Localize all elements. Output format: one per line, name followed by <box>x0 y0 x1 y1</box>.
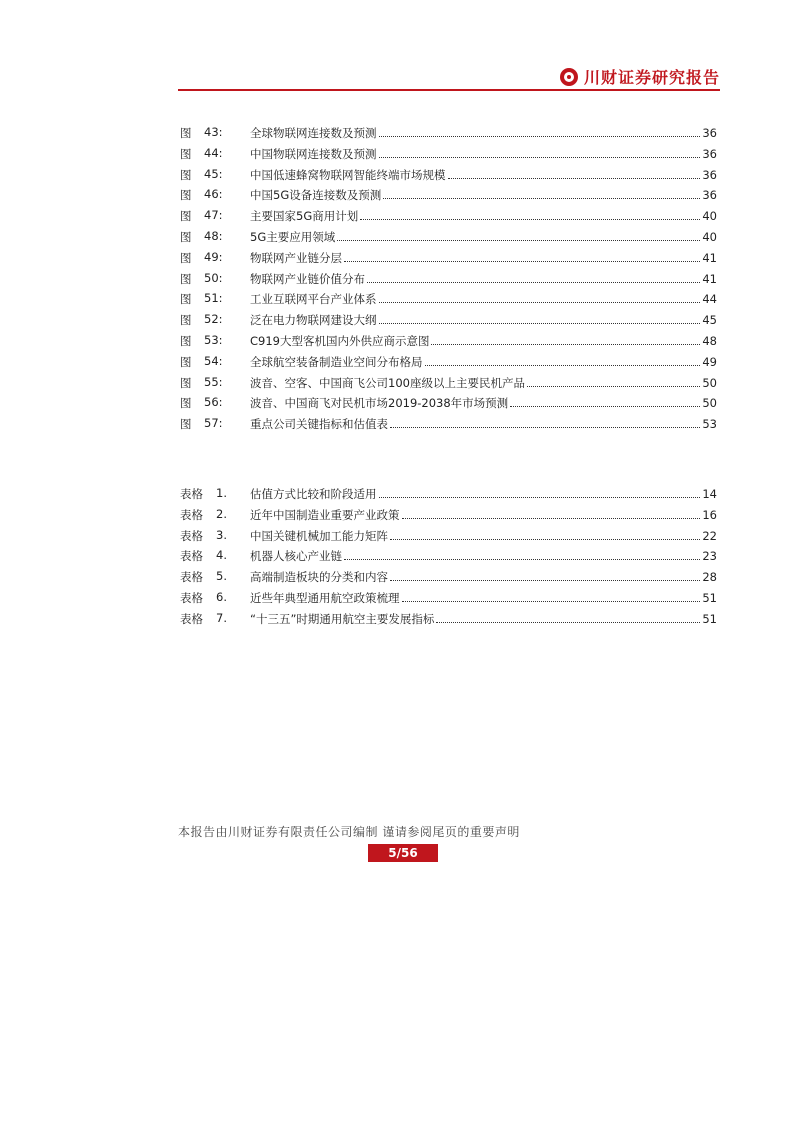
figure-title: C919大型客机国内外供应商示意图 <box>250 333 430 348</box>
table-list <box>180 486 717 632</box>
figure-label: 图 <box>180 146 192 161</box>
table-page: 22 <box>702 528 717 543</box>
leader-dots <box>425 365 701 366</box>
figure-page: 45 <box>702 313 717 328</box>
leader-dots <box>367 282 700 283</box>
leader-dots <box>390 427 700 428</box>
table-page: 51 <box>702 611 717 626</box>
figure-page: 41 <box>702 271 717 286</box>
figure-entry[interactable] <box>180 250 717 271</box>
leader-dots <box>379 136 701 137</box>
figure-title: 全球物联网连接数及预测 <box>250 126 377 140</box>
leader-dots <box>436 622 700 623</box>
table-number: 1. <box>216 486 227 500</box>
table-entry[interactable] <box>180 569 717 590</box>
table-entry[interactable] <box>180 486 717 507</box>
figure-page: 36 <box>702 126 717 140</box>
figure-title: 物联网产业链价值分布 <box>250 271 365 286</box>
figure-label: 图 <box>180 126 192 140</box>
figure-entry[interactable] <box>180 333 717 354</box>
figure-entry[interactable] <box>180 395 717 416</box>
figure-entry[interactable] <box>180 208 717 229</box>
leader-dots <box>402 518 701 519</box>
figure-entry[interactable] <box>180 416 717 437</box>
table-label: 表格 <box>180 611 203 626</box>
figure-title: 中国5G设备连接数及预测 <box>250 188 382 203</box>
table-title: 机器人核心产业链 <box>250 549 342 564</box>
figure-label: 图 <box>180 229 192 244</box>
figure-entry[interactable] <box>180 312 717 333</box>
figure-label: 图 <box>180 354 192 369</box>
figure-number: 45: <box>204 166 223 181</box>
page-indicator: 5/56 <box>368 844 438 862</box>
table-number: 2. <box>216 506 227 521</box>
figure-entry[interactable] <box>180 229 717 250</box>
figure-label: 图 <box>180 292 192 307</box>
figure-title: 波音、中国商飞对民机市场2019-2038年市场预测 <box>250 396 509 411</box>
figure-number: 44: <box>204 145 223 160</box>
figure-number: 52: <box>204 312 223 327</box>
figure-entry[interactable] <box>180 354 717 375</box>
table-entry[interactable] <box>180 507 717 528</box>
leader-dots <box>379 497 701 498</box>
table-page: 51 <box>702 590 717 605</box>
leader-dots <box>431 344 700 345</box>
figure-label: 图 <box>180 271 192 286</box>
figure-page: 40 <box>702 229 717 244</box>
table-entry[interactable] <box>180 590 717 611</box>
leader-dots <box>402 601 701 602</box>
figure-title: 泛在电力物联网建设大纲 <box>250 313 377 328</box>
table-entry[interactable] <box>180 548 717 569</box>
table-page: 16 <box>702 507 717 522</box>
figure-label: 图 <box>180 396 192 411</box>
table-label: 表格 <box>180 487 203 501</box>
table-number: 5. <box>216 569 227 584</box>
leader-dots <box>527 386 700 387</box>
figure-page: 36 <box>702 146 717 161</box>
figure-title: 物联网产业链分层 <box>250 250 342 265</box>
brand <box>560 65 720 88</box>
figure-title: 主要国家5G商用计划 <box>250 209 359 224</box>
figure-entry[interactable] <box>180 146 717 167</box>
figure-title: 重点公司关键指标和估值表 <box>250 417 388 432</box>
figure-number: 46: <box>204 187 223 202</box>
figure-label: 图 <box>180 250 192 265</box>
leader-dots <box>344 559 700 560</box>
footer-disclaimer: 本报告由川财证券有限责任公司编制 谨请参阅尾页的重要声明 <box>178 825 520 839</box>
figure-page: 50 <box>702 396 717 411</box>
table-number: 3. <box>216 527 227 542</box>
figure-number: 56: <box>204 395 223 410</box>
table-title: 中国关键机械加工能力矩阵 <box>250 528 388 543</box>
leader-dots <box>379 302 701 303</box>
figure-title: 5G主要应用领域 <box>250 229 336 244</box>
leader-dots <box>379 323 701 324</box>
figure-label: 图 <box>180 313 192 328</box>
leader-dots <box>390 580 700 581</box>
figure-title: 工业互联网平台产业体系 <box>250 292 377 307</box>
figure-entry[interactable] <box>180 375 717 396</box>
figure-title: 中国低速蜂窝物联网智能终端市场规模 <box>250 167 446 182</box>
figure-title: 中国物联网连接数及预测 <box>250 146 377 161</box>
figure-number: 49: <box>204 249 223 264</box>
leader-dots <box>510 406 700 407</box>
figure-number: 57: <box>204 416 223 431</box>
figure-number: 55: <box>204 374 223 389</box>
figure-number: 43: <box>204 125 223 139</box>
figure-label: 图 <box>180 167 192 182</box>
figure-page: 36 <box>702 167 717 182</box>
leader-dots <box>360 219 700 220</box>
table-entry[interactable] <box>180 528 717 549</box>
table-page: 14 <box>702 487 717 501</box>
figure-label: 图 <box>180 333 192 348</box>
figure-number: 47: <box>204 208 223 223</box>
table-title: 近年中国制造业重要产业政策 <box>250 507 400 522</box>
figure-number: 50: <box>204 270 223 285</box>
figure-page: 40 <box>702 209 717 224</box>
leader-dots <box>344 261 700 262</box>
brand-name: 川财证券研究报告 <box>583 68 720 87</box>
figure-page: 41 <box>702 250 717 265</box>
company-logo-icon <box>560 68 578 86</box>
figure-page: 50 <box>702 375 717 390</box>
table-label: 表格 <box>180 549 203 564</box>
table-label: 表格 <box>180 507 203 522</box>
table-label: 表格 <box>180 590 203 605</box>
figure-label: 图 <box>180 417 192 432</box>
header-divider <box>178 89 720 91</box>
figure-label: 图 <box>180 209 192 224</box>
table-label: 表格 <box>180 570 203 585</box>
table-number: 4. <box>216 548 227 563</box>
table-title: “十三五”时期通用航空主要发展指标 <box>250 611 435 626</box>
table-title: 高端制造板块的分类和内容 <box>250 570 388 585</box>
figure-entry[interactable] <box>180 187 717 208</box>
figure-title: 波音、空客、中国商飞公司100座级以上主要民机产品 <box>250 375 525 390</box>
figure-number: 48: <box>204 228 223 243</box>
figure-entry[interactable] <box>180 271 717 292</box>
table-title: 估值方式比较和阶段适用 <box>250 487 377 501</box>
figure-number: 53: <box>204 332 223 347</box>
leader-dots <box>390 539 700 540</box>
figure-label: 图 <box>180 375 192 390</box>
figure-entry[interactable] <box>180 125 717 146</box>
leader-dots <box>448 178 701 179</box>
figure-page: 48 <box>702 333 717 348</box>
figure-list <box>180 125 717 437</box>
table-title: 近些年典型通用航空政策梳理 <box>250 590 400 605</box>
table-entry[interactable] <box>180 611 717 632</box>
figure-entry[interactable] <box>180 291 717 312</box>
table-label: 表格 <box>180 528 203 543</box>
figure-entry[interactable] <box>180 167 717 188</box>
figure-page: 53 <box>702 417 717 432</box>
figure-page: 36 <box>702 188 717 203</box>
table-number: 7. <box>216 610 227 625</box>
table-page: 23 <box>702 549 717 564</box>
figure-label: 图 <box>180 188 192 203</box>
figure-title: 全球航空装备制造业空间分布格局 <box>250 354 423 369</box>
page-header <box>178 63 720 91</box>
figure-number: 54: <box>204 353 223 368</box>
figure-page: 49 <box>702 354 717 369</box>
leader-dots <box>337 240 700 241</box>
leader-dots <box>379 157 701 158</box>
leader-dots <box>383 198 700 199</box>
table-number: 6. <box>216 589 227 604</box>
figure-number: 51: <box>204 291 223 306</box>
table-page: 28 <box>702 570 717 585</box>
figure-page: 44 <box>702 292 717 307</box>
